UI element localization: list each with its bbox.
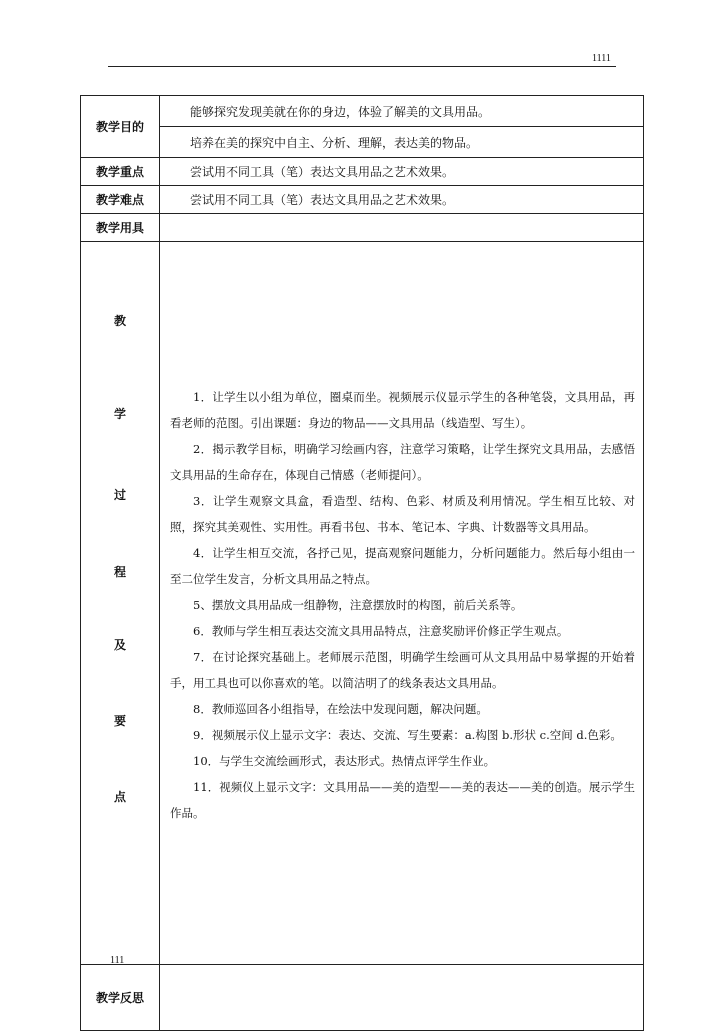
process-step: 9．视频展示仪上显示文字：表达、交流、写生要素：a.构图 b.形状 c.空间 d.色彩。 <box>193 728 622 742</box>
lesson-plan-table <box>80 95 644 1031</box>
process-step: 1．让学生以小组为单位，圈桌而坐。视频展示仪显示学生的各种笔袋，文具用品，再看老师的范图。引出课题：身边的物品——文具用品（线造型、写生）。 <box>170 390 635 430</box>
process-label-char: 点 <box>113 790 126 804</box>
process-step: 5、摆放文具用品成一组静物，注意摆放时的构图，前后关系等。 <box>193 598 523 612</box>
process-label-char: 及 <box>113 638 126 652</box>
tools-text <box>160 214 644 242</box>
process-step: 8．教师巡回各小组指导，在绘法中发现问题，解决问题。 <box>193 702 488 716</box>
header-rule <box>108 66 616 67</box>
reflection-label: 教学反思 <box>81 965 160 1031</box>
process-step: 2．揭示教学目标，明确学习绘画内容，注意学习策略，让学生探究文具用品，去感悟文具用品的生命存在，体现自己情感（老师提问）。 <box>170 442 635 482</box>
objectives-label: 教学目的 <box>81 96 160 158</box>
objective-2: 培养在美的探究中自主、分析、理解，表达美的物品。 <box>160 127 644 158</box>
process-label-char: 学 <box>113 407 126 421</box>
process-step: 6．教师与学生相互表达交流文具用品特点，注意奖励评价修正学生观点。 <box>193 624 569 638</box>
header-page-number: 1111 <box>592 53 611 64</box>
key-points-label: 教学重点 <box>81 158 160 186</box>
difficulties-label: 教学难点 <box>81 186 160 214</box>
reflection-text <box>160 965 644 1031</box>
objective-1: 能够探究发现美就在你的身边，体验了解美的文具用品。 <box>160 96 644 127</box>
key-points-text: 尝试用不同工具（笔）表达文具用品之艺术效果。 <box>160 158 644 186</box>
process-step: 3．让学生观察文具盒，看造型、结构、色彩、材质及利用情况。学生相互比较、对照，探究其美观性、实用性。再看书包、书本、笔记本、字典、计数器等文具用品。 <box>170 494 635 534</box>
process-label-char: 程 <box>113 565 126 579</box>
process-step: 11．视频仪上显示文字：文具用品——美的造型——美的表达——美的创造。展示学生作品。 <box>170 780 635 820</box>
process-steps <box>160 242 644 965</box>
process-step: 4．让学生相互交流，各抒己见，提高观察问题能力，分析问题能力。然后每小组由一至二位学生发言，分析文具用品之特点。 <box>170 546 635 586</box>
process-step: 7．在讨论探究基础上。老师展示范图，明确学生绘画可从文具用品中易掌握的开始着手，用工具也可以你喜欢的笔。以简洁明了的线条表达文具用品。 <box>170 650 635 690</box>
difficulties-text: 尝试用不同工具（笔）表达文具用品之艺术效果。 <box>160 186 644 214</box>
process-label-cell <box>81 242 160 965</box>
tools-label: 教学用具 <box>81 214 160 242</box>
process-label-char: 要 <box>113 714 126 728</box>
process-step: 10．与学生交流绘画形式，表达形式。热情点评学生作业。 <box>193 754 496 768</box>
process-label-char: 过 <box>113 488 126 502</box>
process-label-char: 教 <box>113 314 126 328</box>
footer-page-number: 111 <box>110 955 125 966</box>
